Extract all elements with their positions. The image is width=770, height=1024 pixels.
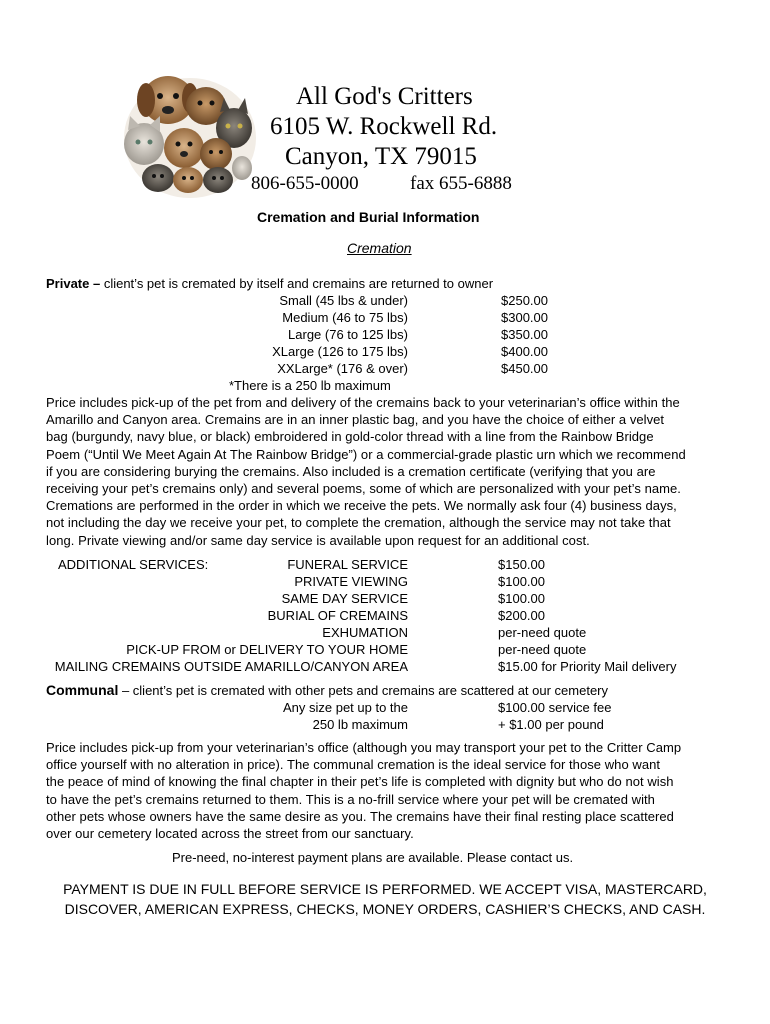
payment-line: DISCOVER, AMERICAN EXPRESS, CHECKS, MONEY ORDERS, CASHIER’S CHECKS, AND CASH. <box>64 901 706 917</box>
service-name: PICK-UP FROM or DELIVERY TO YOUR HOME <box>126 642 408 657</box>
service-price: $200.00 <box>498 608 545 623</box>
section-heading-cremation: Cremation <box>347 240 412 256</box>
communal-text: – client’s pet is cremated with other pets and cremains are scattered at our cemetery <box>118 683 609 698</box>
communal-row-right: $100.00 service fee <box>498 700 612 715</box>
size-price: $300.00 <box>501 310 548 325</box>
service-price: per-need quote <box>498 625 587 640</box>
service-name: MAILING CREMAINS OUTSIDE AMARILLO/CANYON AREA <box>54 659 408 674</box>
service-price: $100.00 <box>498 574 545 589</box>
paragraph-line: Poem (“Until We Meet Again At The Rainbow Bridge”) or a commercial-grade plastic urn which we recommend <box>46 446 686 462</box>
private-text: client’s pet is cremated by itself and cremains are returned to owner <box>100 276 494 291</box>
size-label: Small (45 lbs & under) <box>279 293 408 308</box>
paragraph-line: office yourself with no alteration in price). The communal cremation is the ideal service for those who want <box>46 757 661 773</box>
size-label: Medium (46 to 75 lbs) <box>282 310 408 325</box>
pets-collage-image <box>118 68 258 200</box>
service-name: SAME DAY SERVICE <box>281 591 408 606</box>
size-price: $450.00 <box>501 361 548 376</box>
communal-row-left: 250 lb maximum <box>312 717 408 732</box>
communal-row-right: + $1.00 per pound <box>498 717 604 732</box>
service-price: $15.00 for Priority Mail delivery <box>498 659 677 674</box>
service-name: PRIVATE VIEWING <box>294 574 408 589</box>
communal-paragraph <box>46 739 732 842</box>
service-price: per-need quote <box>498 642 587 657</box>
phone-number: 806-655-0000 <box>251 173 359 194</box>
paragraph-line: if you are considering burying the cremains. Also included is a cremation certificate (verifying that you are <box>46 463 656 479</box>
private-label: Private – <box>46 276 101 291</box>
payment-line: PAYMENT IS DUE IN FULL BEFORE SERVICE IS PERFORMED. WE ACCEPT VISA, MASTERCARD, <box>63 881 707 897</box>
fax-number: fax 655-6888 <box>410 173 512 194</box>
paragraph-line: Price includes pick-up from your veterinarian’s office (although you may transport your pet to the Critter Camp <box>46 740 682 755</box>
address-line-1: 6105 W. Rockwell Rd. <box>270 113 498 140</box>
private-paragraph <box>46 394 732 549</box>
address-line-2: Canyon, TX 79015 <box>285 143 477 170</box>
paragraph-line: Price includes pick-up of the pet from and delivery of the cremains back to your veterinarian’s office within the <box>46 395 680 410</box>
size-price: $250.00 <box>501 293 548 308</box>
paragraph-line: bag (burgundy, navy blue, or black) embroidered in gold-color thread with a line from the Rainbow Bridge <box>46 429 654 445</box>
service-name: FUNERAL SERVICE <box>287 557 408 572</box>
communal-label: Communal <box>46 682 119 698</box>
service-name: EXHUMATION <box>322 625 408 640</box>
additional-services-label: ADDITIONAL SERVICES: <box>58 557 209 572</box>
preneed-note: Pre-need, no-interest payment plans are available. Please contact us. <box>172 850 574 865</box>
paragraph-line: to have the pet’s cremains returned to them. This is a no-frill service where your pet will be cremated with <box>46 791 655 807</box>
paragraph-line: the peace of mind of knowing the final chapter in their pet’s life is completed with dignity but who do not wish <box>46 774 674 790</box>
payment-notice <box>30 879 740 919</box>
paragraph-line: over our cemetery located across the street from our sanctuary. <box>46 826 414 842</box>
paragraph-line: not including the day we receive your pet, to complete the cremation, although the service may not take that <box>46 515 671 531</box>
paragraph-line: Amarillo and Canyon area. Cremains are in an inner plastic bag, and you have the choice of either a velvet <box>46 412 665 428</box>
size-label: Large (76 to 125 lbs) <box>288 327 408 342</box>
business-name: All God's Critters <box>296 83 473 110</box>
paragraph-line: receiving your pet’s cremains only) and several poems, some of which are personalized with your pet’s name. <box>46 481 681 497</box>
paragraph-line: Cremations are performed in the order in which we receive the pets. We normally ask four (4) business days, <box>46 498 677 514</box>
service-name: BURIAL OF CREMAINS <box>267 608 408 623</box>
paragraph-line: other pets whose owners have the same desire as you. The cremains have their final resting place scattered <box>46 808 674 824</box>
communal-row-left: Any size pet up to the <box>282 700 408 715</box>
size-price: $350.00 <box>501 327 548 342</box>
size-label: XLarge (126 to 175 lbs) <box>272 344 408 359</box>
document-title: Cremation and Burial Information <box>257 209 480 225</box>
service-price: $100.00 <box>498 591 545 606</box>
size-price: $400.00 <box>501 344 548 359</box>
weight-limit-note: *There is a 250 lb maximum <box>229 378 391 393</box>
private-description <box>46 275 493 292</box>
paragraph-line: long. Private viewing and/or same day service is available upon request for an additional cost. <box>46 532 590 548</box>
communal-description <box>46 682 608 699</box>
service-price: $150.00 <box>498 557 545 572</box>
size-label: XXLarge* (176 & over) <box>277 361 408 376</box>
